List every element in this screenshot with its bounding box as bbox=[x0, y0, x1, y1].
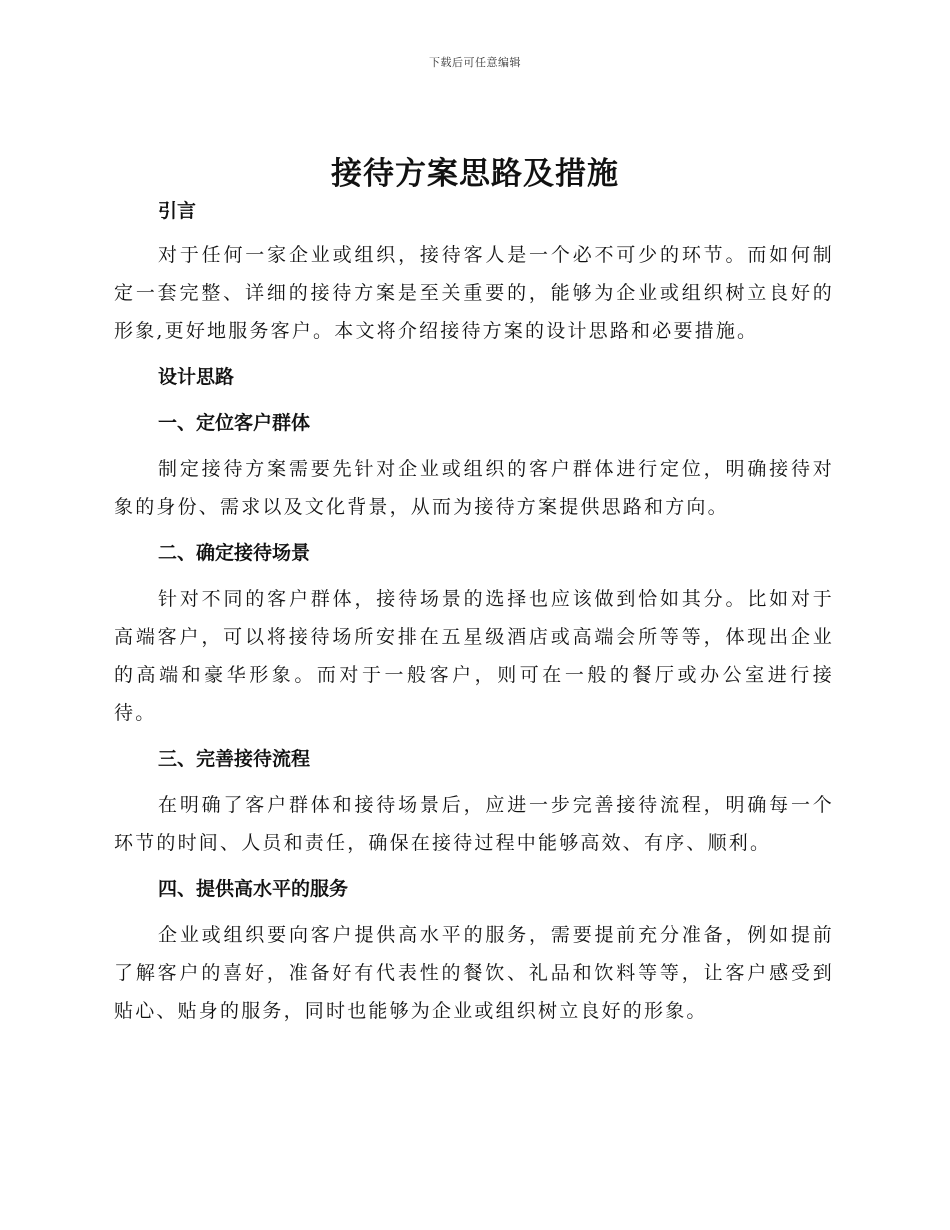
document-body bbox=[114, 192, 834, 1030]
section-2-paragraph: 针对不同的客户群体，接待场景的选择也应该做到恰如其分。比如对于高端客户，可以将接待场所安排在五星级酒店或高端会所等等，体现出企业的高端和豪华形象。而对于一般客户，则可在一般的餐厅或办公室进行接待。 bbox=[114, 588, 834, 724]
section-1-paragraph: 制定接待方案需要先针对企业或组织的客户群体进行定位，明确接待对象的身份、需求以及文化背景，从而为接待方案提供思路和方向。 bbox=[114, 458, 834, 518]
page-title: 接待方案思路及措施 bbox=[331, 156, 619, 192]
section-1-heading: 一、定位客户群体 bbox=[158, 412, 311, 434]
section-3-heading: 三、完善接待流程 bbox=[158, 748, 311, 770]
section-4-heading: 四、提供高水平的服务 bbox=[158, 878, 349, 900]
section-3-paragraph: 在明确了客户群体和接待场景后，应进一步完善接待流程，明确每一个环节的时间、人员和责任，确保在接待过程中能够高效、有序、顺利。 bbox=[114, 794, 834, 854]
header-note: 下载后可任意编辑 bbox=[429, 56, 521, 69]
design-heading: 设计思路 bbox=[158, 366, 235, 388]
section-2-heading: 二、确定接待场景 bbox=[158, 542, 311, 564]
section-4-paragraph: 企业或组织要向客户提供高水平的服务，需要提前充分准备，例如提前了解客户的喜好，准备好有代表性的餐饮、礼品和饮料等等，让客户感受到贴心、贴身的服务，同时也能够为企业或组织树立良好的形象。 bbox=[114, 924, 834, 1022]
intro-heading: 引言 bbox=[158, 200, 197, 222]
intro-paragraph: 对于任何一家企业或组织，接待客人是一个必不可少的环节。而如何制定一套完整、详细的接待方案是至关重要的，能够为企业或组织树立良好的形象,更好地服务客户。本文将介绍接待方案的设计思路和必要措施。 bbox=[114, 244, 834, 342]
